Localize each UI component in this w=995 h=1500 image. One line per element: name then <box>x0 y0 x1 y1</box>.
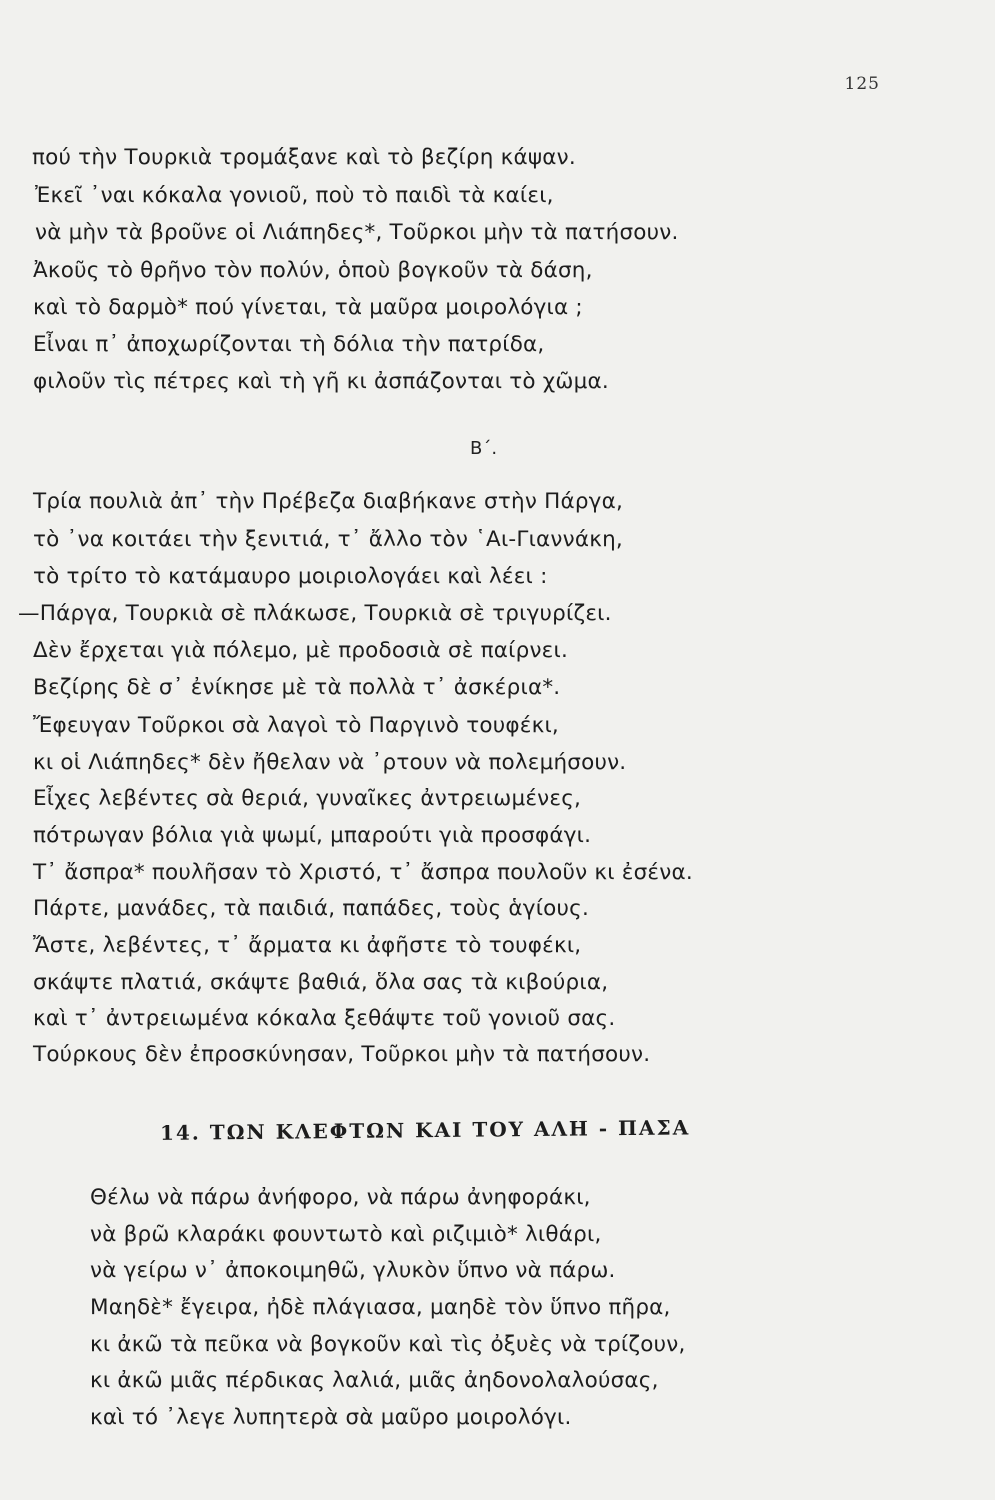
poem-line: τὸ τρίτο τὸ κατάμαυρο μοιριολογάει καὶ λέει : <box>33 564 548 589</box>
poem-line: Τ᾿ ἄσπρα* πουλῆσαν τὸ Χριστό, τ᾿ ἄσπρα πουλοῦν κι ἐσένα. <box>33 860 693 885</box>
poem-line: νὰ μὴν τὰ βροῦνε οἱ Λιάπηδες*, Τοῦρκοι μὴν τὰ πατήσουν. <box>35 220 679 245</box>
poem-line: Ἀκοῦς τὸ θρῆνο τὸν πολύν, ὁποὺ βογκοῦν τὰ δάση, <box>33 258 593 283</box>
section-mark: Β΄. <box>470 438 498 459</box>
poem-line: κι ἀκῶ μιᾶς πέρδικας λαλιά, μιᾶς ἀηδονολαλούσας, <box>90 1368 659 1393</box>
poem-line: Βεζίρης δὲ σ᾿ ἐνίκησε μὲ τὰ πολλὰ τ᾿ ἀσκέρια*. <box>33 675 561 700</box>
poem-line: Εἶχες λεβέντες σὰ θεριά, γυναῖκες ἀντρειωμένες, <box>33 786 582 811</box>
poem-line: Ἄστε, λεβέντες, τ᾿ ἄρματα κι ἀφῆστε τὸ τουφέκι, <box>33 933 582 958</box>
poem-line: πότρωγαν βόλια γιὰ ψωμί, μπαρούτι γιὰ προσφάγι. <box>33 823 592 848</box>
poem-heading: 14. ΤΩΝ ΚΛΕΦΤΩΝ ΚΑΙ ΤΟΥ ΑΛΗ - ΠΑΣΑ <box>159 1115 691 1145</box>
poem-line: καὶ τό ᾿λεγε λυπητερὰ σὰ μαῦρο μοιρολόγι. <box>90 1405 572 1430</box>
poem-line: κι ἀκῶ τὰ πεῦκα νὰ βογκοῦν καὶ τὶς ὀξυὲς νὰ τρίζουν, <box>90 1332 686 1357</box>
poem-line: καὶ τὸ δαρμὸ* πού γίνεται, τὰ μαῦρα μοιρολόγια ; <box>33 295 583 320</box>
poem-line: τὸ ᾿να κοιτάει τὴν ξενιτιά, τ᾿ ἄλλο τὸν ῾Αι-Γιαννάκη, <box>33 527 623 552</box>
poem-line: πού τὴν Τουρκιὰ τρομάξανε καὶ τὸ βεζίρη κάψαν. <box>32 145 576 170</box>
poem-line: Πάρτε, μανάδες, τὰ παιδιά, παπάδες, τοὺς ἁγίους. <box>33 896 590 921</box>
poem-line: Τούρκους δὲν ἐπροσκύνησαν, Τοῦρκοι μὴν τὰ πατήσουν. <box>33 1042 651 1067</box>
poem-line: σκάψτε πλατιά, σκάψτε βαθιά, ὅλα σας τὰ κιβούρια, <box>33 970 609 995</box>
poem-line: Ἔφευγαν Τοῦρκοι σὰ λαγοὶ τὸ Παργινὸ τουφέκι, <box>33 713 559 738</box>
poem-line: Ἐκεῖ ᾿ναι κόκαλα γονιοῦ, ποὺ τὸ παιδὶ τὰ καίει, <box>35 183 554 208</box>
poem-line: Τρία πουλιὰ ἀπ᾿ τὴν Πρέβεζα διαβήκανε στὴν Πάργα, <box>33 489 624 514</box>
poem-line: νὰ γείρω ν᾿ ἀποκοιμηθῶ, γλυκὸν ὕπνο νὰ πάρω. <box>90 1258 616 1283</box>
poem-line: νὰ βρῶ κλαράκι φουντωτὸ καὶ ριζιμιὸ* λιθάρι, <box>90 1222 602 1247</box>
page-number: 125 <box>844 74 880 94</box>
poem-line: Εἶναι π᾿ ἀποχωρίζονται τὴ δόλια τὴν πατρίδα, <box>33 332 545 357</box>
poem-line: Μαηδὲ* ἔγειρα, ἠδὲ πλάγιασα, μαηδὲ τὸν ὕπνο πῆρα, <box>90 1295 671 1320</box>
poem-line: κι οἱ Λιάπηδες* δὲν ἤθελαν νὰ ᾿ρτουν νὰ πολεμήσουν. <box>33 750 627 775</box>
poem-line: —Πάργα, Τουρκιὰ σὲ πλάκωσε, Τουρκιὰ σὲ τριγυρίζει. <box>18 601 612 626</box>
poem-line: καὶ τ᾿ ἀντρειωμένα κόκαλα ξεθάψτε τοῦ γονιοῦ σας. <box>33 1006 616 1031</box>
poem-line: Δὲν ἔρχεται γιὰ πόλεμο, μὲ προδοσιὰ σὲ παίρνει. <box>33 638 569 663</box>
poem-line: Θέλω νὰ πάρω ἀνήφορο, νὰ πάρω ἀνηφοράκι, <box>90 1185 591 1210</box>
poem-line: φιλοῦν τὶς πέτρες καὶ τὴ γῆ κι ἀσπάζονται τὸ χῶμα. <box>33 369 609 394</box>
